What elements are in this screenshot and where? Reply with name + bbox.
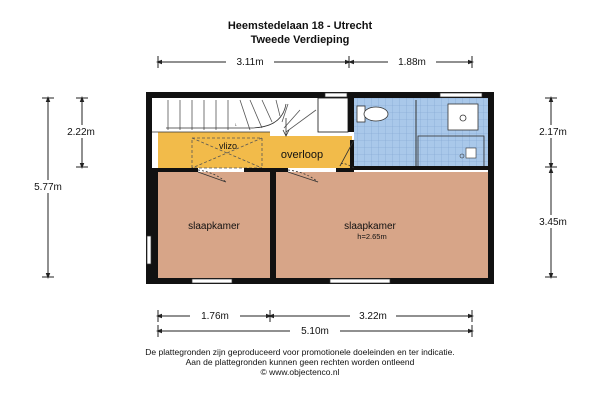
- disclaimer-line-1: De plattegronden zijn geproduceerd voor promotionele doeleinden en ter indicatie.: [145, 347, 455, 357]
- dim-bottom-left: 1.76m: [201, 311, 229, 322]
- plan-floor-title: Tweede Verdieping: [250, 34, 350, 46]
- bedroom-left-label: slaapkamer: [188, 221, 240, 232]
- dim-bottom-total: 5.10m: [301, 326, 329, 337]
- dim-right-lower: 3.45m: [539, 217, 567, 228]
- right-dimension: [545, 98, 557, 277]
- bedroom-right-label: slaapkamer: [344, 221, 396, 232]
- bedroom-right-height: h=2.65m: [357, 232, 387, 241]
- overloop-label: overloop: [280, 149, 324, 161]
- svg-text:⌐: ⌐: [233, 123, 239, 126]
- dim-top-right: 1.88m: [398, 57, 426, 68]
- dim-left-upper: 2.22m: [67, 127, 95, 138]
- vlizo-area: [158, 132, 270, 168]
- disclaimer-line-2: Aan de plattegronden kunnen geen rechten worden ontleend: [185, 357, 415, 367]
- dim-top-left: 3.11m: [236, 57, 264, 68]
- plan-address-title: Heemstedelaan 18 - Utrecht: [227, 20, 373, 32]
- dim-right-upper: 2.17m: [539, 127, 567, 138]
- toilet-icon: [357, 106, 388, 122]
- copyright-line: © www.objectenco.nl: [260, 367, 340, 377]
- vlizo-label: vlizo: [218, 141, 238, 151]
- dim-bottom-right: 3.22m: [359, 311, 387, 322]
- dim-left-total: 5.77m: [34, 182, 62, 193]
